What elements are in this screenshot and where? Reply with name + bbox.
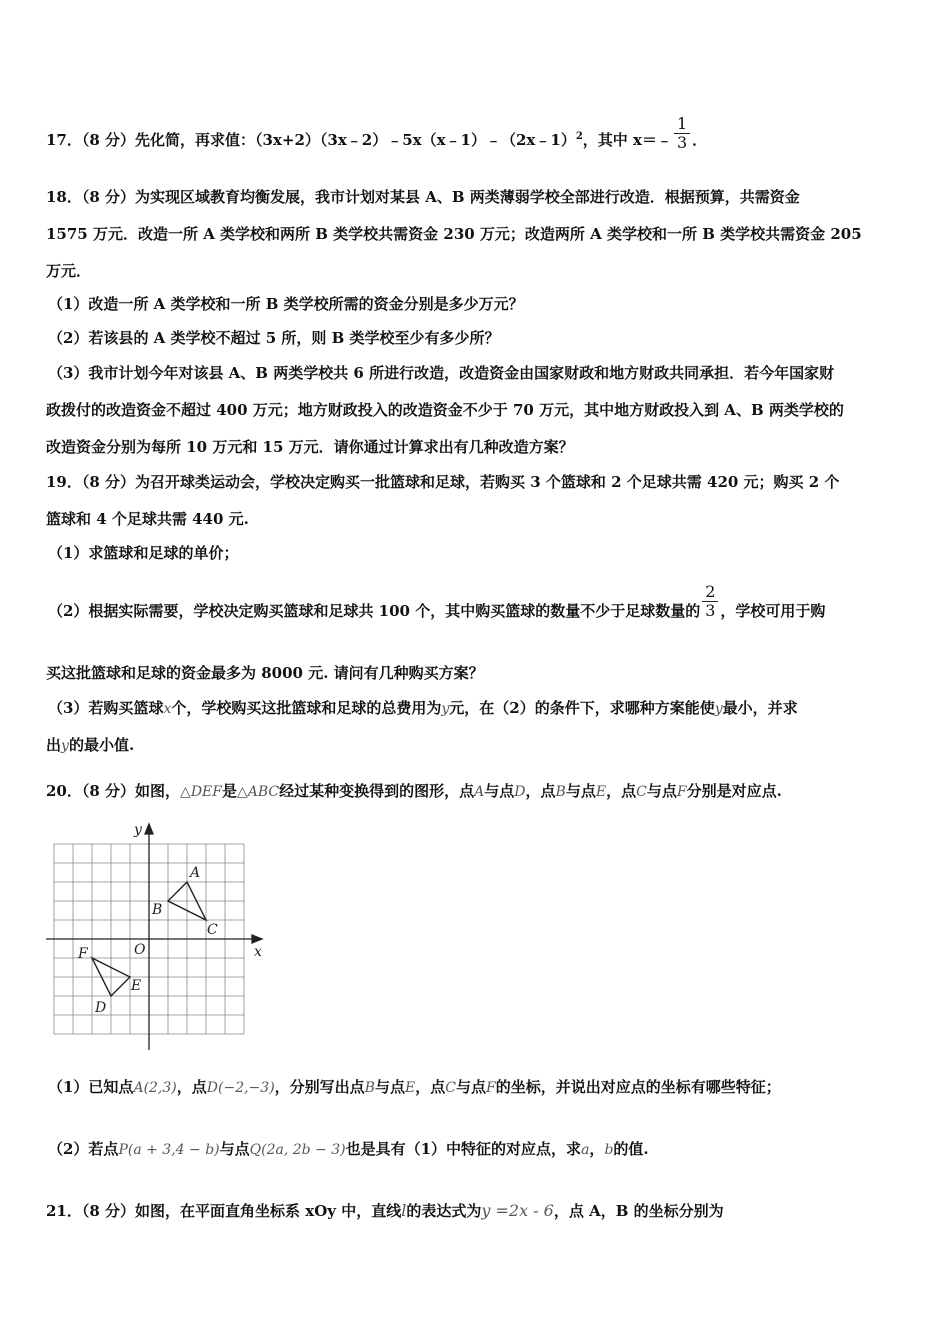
q19-part2-line1 [48,581,908,622]
q21-a: 21．（8 分）如图，在平面直角坐标系 xOy 中，直线 [46,1202,402,1220]
q20-p1-f: 与点 [455,1078,486,1096]
q20-p1-g: 的坐标，并说出对应点的坐标有哪些特征； [495,1078,781,1096]
x-axis-label: x [254,944,262,960]
q17-line [46,113,906,152]
point-f-label: F [78,946,88,962]
q20-b: 是 [221,782,237,800]
q20-p2-e: 的值. [613,1140,649,1158]
q19-part2-text-b: ，学校可用于购 [720,602,826,620]
q20-p1-pC: C [445,1080,456,1096]
q19-part3-c: 元，在（2）的条件下，求哪种方案能使 [449,699,715,717]
q20-p2-d: ， [589,1140,605,1158]
q18-line3: 万元． [46,262,92,280]
q21-line-l: l [401,1201,407,1220]
q19-frac-den: 3 [702,601,718,620]
q19-part3-b: 个，学校购买这批篮球和足球的总费用为 [171,699,442,717]
q17-frac-num: 1 [676,113,688,133]
q20-e: ，点 [525,782,556,800]
q20-pC: C [636,784,647,800]
q18-part3-line3: 改造资金分别为每所 10 万元和 15 万元．请你通过计算求出有几种改造方案？ [46,438,574,456]
origin-label: O [134,942,146,958]
q20-part1 [48,1076,908,1099]
q19-part1: （1）求篮球和足球的单价； [48,544,239,562]
q20-p1-d: 与点 [374,1078,405,1096]
point-c-label: C [207,922,218,938]
q19-part3-e: 出 [46,736,62,754]
q20-a: 20．（8 分）如图， [46,782,181,800]
q17-frac-den: 3 [674,133,690,152]
q20-p1-pE: E [404,1080,416,1096]
q20-p2-var-a: a [581,1142,590,1158]
q19-part3-line2 [46,734,906,757]
q20-p1-pointD: D(−2,−3) [206,1080,275,1096]
q20-pD: D [514,784,526,800]
q19-part3-a: （3）若购买篮球 [48,699,164,717]
q18-part3-line2: 政拨付的改造资金不超过 400 万元；地方财政投入的改造资金不少于 70 万元，其中地方财政投入到 A、B 两类学校的 [46,401,844,419]
q19-part2-text-a: （2）根据实际需要，学校决定购买篮球和足球共 100 个，其中购买篮球的数量不少于足球数量的 [48,602,701,620]
q20-pB: B [555,784,566,800]
q19-frac-num: 2 [705,581,716,601]
q20-p2-c: 也是具有（1）中特征的对应点，求 [345,1140,582,1158]
q19-part3-d: 最小，并求 [722,699,798,717]
q20-pE: E [595,784,607,800]
q20-p1-a: （1）已知点 [48,1078,134,1096]
q20-abc: △ABC [237,784,280,800]
q20-f: 与点 [565,782,596,800]
q20-h: 与点 [646,782,677,800]
axes [46,824,262,1050]
y-axis-label: y [134,822,142,838]
q18-line1: 18．（8 分）为实现区域教育均衡发展，我市计划对某县 A、B 两类薄弱学校全部进行改造．根据预算，共需资金 [46,188,800,206]
q21-equation: y =2x - 6 [481,1201,554,1220]
q20-p1-pF: F [485,1080,496,1096]
q19-line1: 19．（8 分）为召开球类运动会，学校决定购买一批篮球和足球，若购买 3 个篮球和 2 个足球共需 420 元；购买 2 个 [46,473,840,491]
q18-part1: （1）改造一所 A 类学校和一所 B 类学校所需的资金分别是多少万元？ [48,295,524,313]
q21-line1 [46,1200,906,1222]
point-b-label: B [152,902,163,918]
point-a-label: A [190,865,201,881]
q19-part3-f: 的最小值. [68,736,135,754]
point-d-label: D [95,1000,107,1016]
q20-p1-e: ，点 [415,1078,446,1096]
q18-line2: 1575 万元．改造一所 A 类学校和两所 B 类学校共需资金 230 万元；改造两所 A 类学校和一所 B 类学校共需资金 205 [46,225,862,243]
q18-part2: （2）若该县的 A 类学校不超过 5 所，则 B 类学校至少有多少所？ [48,329,500,347]
q17-mid: ，其中 x＝﹣ [582,131,672,149]
q17-prefix: 17．（8 分）先化简，再求值：（3x+2）（3x﹣2）﹣5x（x﹣1）﹣（2x﹣1） [46,131,576,149]
q19-line2: 篮球和 4 个足球共需 440 元. [46,510,249,528]
q20-pA: A [474,784,485,800]
q20-p2-pointQ: Q(2a, 2b − 3) [249,1142,346,1158]
q20-p2-a: （2）若点 [48,1140,119,1158]
q20-p1-b: ，点 [176,1078,207,1096]
q17-fraction [674,115,690,152]
coordinate-graph [44,822,268,1054]
q17-end: ． [692,131,708,149]
q20-def: △DEF [180,784,222,800]
q20-c: 经过某种变换得到的图形，点 [279,782,475,800]
q20-i: 分别是对应点. [686,782,782,800]
q19-part3-line1 [48,697,908,720]
q19-part2-line2: 买这批篮球和足球的资金最多为 8000 元. 请问有几种购买方案？ [46,664,484,682]
q19-fraction [702,583,718,620]
q20-part2 [48,1138,908,1161]
q20-pF: F [676,784,687,800]
q20-p2-pointP: P(a + 3,4 − b) [118,1142,220,1158]
q20-line1 [46,780,906,803]
q21-b: 的表达式为 [406,1202,482,1220]
q20-p2-b: 与点 [219,1140,250,1158]
q18-part3-line1: （3）我市计划今年对该县 A、B 两类学校共 6 所进行改造，改造资金由国家财政和地方财政共同承担．若今年国家财 [48,364,835,382]
q20-g: ，点 [606,782,637,800]
q21-c: ，点 A，B 的坐标分别为 [553,1202,724,1220]
q20-p1-pB: B [364,1080,375,1096]
q19-var-x: x [163,701,172,717]
q19-var-y2: y [714,701,723,717]
point-e-label: E [131,978,142,994]
q19-var-y3: y [61,738,69,754]
q20-p1-c: ，分别写出点 [274,1078,365,1096]
q20-p2-var-b: b [604,1142,614,1158]
q20-d: 与点 [484,782,515,800]
q19-var-y: y [441,701,450,717]
q17-exponent: 2 [575,131,583,142]
q20-p1-pointA: A(2,3) [133,1080,177,1096]
